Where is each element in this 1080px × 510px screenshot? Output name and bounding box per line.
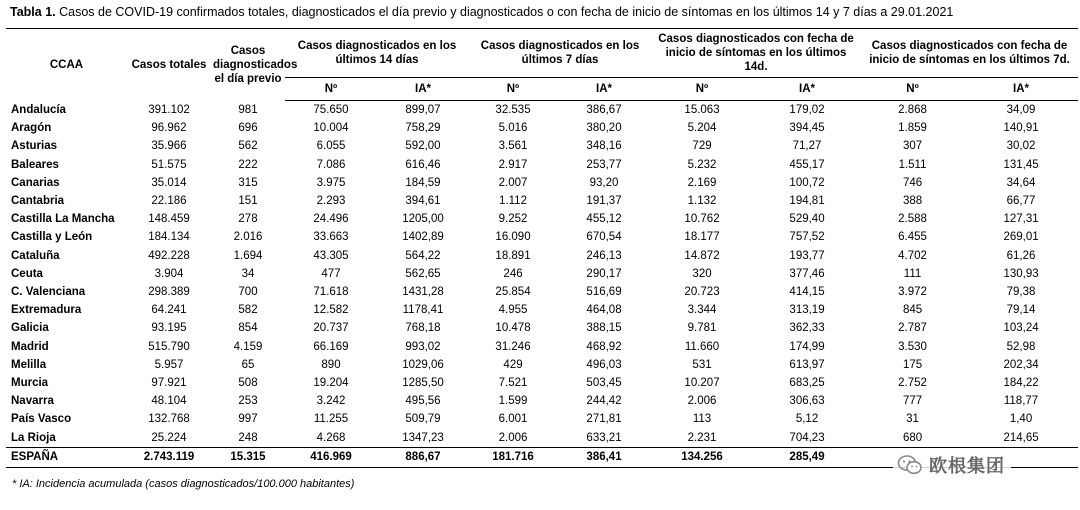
cell-d14n: 24.496 [313,213,349,226]
cell-o7ia: 66,77 [1006,195,1036,208]
cell-d14n: 7.086 [316,158,346,171]
cell-d7n: 32.535 [495,104,531,116]
cell-o7ia: 202,34 [1003,358,1039,371]
cell-o7n: 2.868 [898,104,927,116]
cell-o7n: 175 [902,358,923,371]
subheader-n: Nº [285,78,377,101]
region-name: Castilla y León [11,231,93,244]
region-name: Ceuta [11,267,43,280]
cell-o14ia: 529,40 [789,213,825,226]
region-name: Melilla [11,358,47,371]
region-name: Baleares [11,158,59,171]
cell-d14n: 4.268 [316,431,346,444]
region-name: Madrid [11,340,49,353]
wechat-icon [897,454,923,476]
cell-o14ia: 100,72 [789,176,825,189]
cell-d14ia: 616,46 [405,158,441,171]
cell-o14ia: 377,46 [789,267,825,280]
total-diag7-ia: 386,41 [557,447,651,467]
cell-d7ia: 496,03 [586,358,622,371]
header-diagnosed-14d: Casos diagnosticados en los últimos 14 días [285,29,469,78]
cell-o7n: 2.787 [898,322,927,335]
cell-d14ia: 1178,41 [402,304,444,317]
cell-d14ia: 1347,23 [402,431,444,444]
cell-d7ia: 516,69 [586,286,622,299]
cell-prev: 1.694 [233,249,263,262]
cell-prev: 65 [241,358,255,371]
cell-total: 93.195 [151,322,187,335]
cell-o7n: 1.859 [898,122,927,135]
cell-d7n: 5.016 [498,122,528,135]
cell-d7ia: 388,15 [586,322,622,335]
cell-d14n: 3.242 [316,395,346,408]
header-diagnosed-7d: Casos diagnosticados en los últimos 7 días [469,29,651,78]
cell-d14ia: 184,59 [405,176,441,189]
cell-d7n: 16.090 [495,231,531,244]
cell-d14ia: 758,29 [405,122,441,135]
cell-d7n: 18.891 [495,249,531,262]
cell-o14ia: 306,63 [789,395,825,408]
total-previous-day: 15.315 [211,447,285,467]
subheader-ia: IA* [964,78,1078,101]
cell-prev: 854 [238,322,258,335]
cell-d7n: 25.854 [495,286,531,299]
cell-o14n: 14.872 [684,249,720,262]
subheader-ia: IA* [753,78,861,101]
cell-total: 35.014 [151,176,187,189]
cell-o7ia: 1,40 [1009,413,1033,426]
cell-prev: 981 [238,103,258,116]
cell-d14ia: 1431,28 [402,286,444,299]
region-name: Galicia [11,322,49,335]
cell-prev: 248 [238,431,258,444]
cell-prev: 222 [238,158,258,171]
table-row [6,338,1078,356]
cell-total: 515.790 [148,340,190,353]
cell-d14n: 43.305 [313,249,349,262]
cell-d7ia: 290,17 [586,267,622,280]
cell-o7n: 3.530 [898,340,927,353]
cell-d7n: 4.955 [498,304,528,317]
cell-d7ia: 380,20 [586,122,622,135]
table-row [6,101,1078,120]
cell-d7n: 7.521 [498,377,528,390]
cell-o7ia: 184,22 [1003,377,1039,390]
cell-o14n: 3.344 [687,304,717,317]
table-row [6,228,1078,246]
cell-d7ia: 670,54 [586,231,622,244]
cell-total: 97.921 [151,377,187,390]
cell-d14n: 2.293 [316,195,346,208]
cell-d14n: 75.650 [313,104,349,116]
cell-o7n: 111 [903,267,922,280]
cell-o14ia: 704,23 [789,431,825,444]
cell-o14ia: 179,02 [789,104,825,116]
table-row [6,192,1078,210]
region-name: Asturias [11,140,58,153]
cell-o7ia: 79,14 [1006,304,1036,317]
cell-o14n: 10.762 [684,213,720,226]
region-name: Cataluña [11,249,60,262]
header-previous-day: Casos diagnosticados el día previo [211,29,285,101]
cell-total: 51.575 [151,158,187,171]
cell-o7ia: 30,02 [1006,140,1036,153]
total-name: ESPAÑA [6,447,127,467]
cell-d14ia: 899,07 [405,104,441,116]
cell-d7ia: 503,45 [586,377,622,390]
cell-d14n: 10.004 [313,122,349,135]
cell-d14n: 477 [321,267,341,280]
cell-total: 25.224 [151,431,187,444]
header-total-cases: Casos totales [127,29,211,101]
table-body [6,101,1078,448]
cell-o7n: 6.455 [898,231,927,244]
cell-o14ia: 71,27 [792,140,822,153]
region-name: Cantabria [11,195,65,208]
cell-total: 492.228 [148,249,190,262]
cell-o14ia: 194,81 [789,195,825,208]
cell-d7ia: 93,20 [589,176,619,189]
cell-o14n: 10.207 [684,377,720,390]
header-onset-14d: Casos diagnosticados con fecha de inicio de síntomas en los últimos 14d. [651,29,861,78]
cell-o7n: 307 [902,140,923,153]
cell-total: 96.962 [151,122,187,135]
cell-d7ia: 253,77 [586,158,622,171]
cell-d7n: 9.252 [498,213,528,226]
cell-o7n: 845 [902,304,923,317]
cell-o7n: 4.702 [898,249,927,262]
cell-d14n: 20.737 [313,322,349,335]
cell-o14ia: 5,12 [795,413,819,426]
region-name: Extremadura [11,304,82,317]
cell-d14n: 12.582 [313,304,349,317]
cell-prev: 34 [241,267,255,280]
cell-o7ia: 61,26 [1006,249,1036,262]
caption-text: Casos de COVID-19 confirmados totales, diagnosticados el día previo y diagnosticados o con fecha de inicio de síntomas en los últimos 14 y 7 días a 29.01.2021 [55,5,954,19]
cell-prev: 2.016 [233,231,263,244]
caption-label: Tabla 1. [10,5,56,19]
region-name: Aragón [11,122,52,135]
cell-d7ia: 386,67 [586,104,622,116]
cell-total: 391.102 [148,103,190,116]
cell-o14n: 9.781 [687,322,717,335]
cell-total: 148.459 [148,213,190,226]
header-onset-7d: Casos diagnosticados con fecha de inicio de síntomas en los últimos 7d. [861,29,1078,78]
cell-d7n: 2.917 [498,158,528,171]
cell-prev: 997 [238,413,258,426]
cell-o7ia: 34,09 [1006,104,1036,116]
region-name: Canarias [11,176,60,189]
cell-d7ia: 271,81 [586,413,622,426]
cell-o14n: 531 [692,358,712,371]
watermark-text: 欧根集团 [929,456,1005,476]
cell-o7n: 746 [902,176,923,189]
region-name: La Rioja [11,431,56,444]
cell-o7n: 680 [902,431,923,444]
total-diag7-n: 181.716 [469,447,557,467]
cell-o14ia: 394,45 [789,122,825,135]
footnote: * IA: Incidencia acumulada (casos diagnosticados/100.000 habitantes) [12,478,355,490]
cell-o14n: 2.231 [687,431,717,444]
table-row [6,265,1078,283]
cell-o14n: 2.169 [687,176,717,189]
total-onset14-n: 134.256 [651,447,753,467]
cell-d7n: 31.246 [495,340,531,353]
cell-d7n: 6.001 [498,413,528,426]
cell-o14n: 5.232 [687,158,717,171]
cell-d14n: 890 [321,358,341,371]
total-onset14-ia: 285,49 [753,447,861,467]
cell-prev: 278 [238,213,258,226]
cell-d7ia: 244,42 [586,395,622,408]
cell-o14n: 2.006 [687,395,717,408]
cell-d7ia: 246,13 [586,249,622,262]
table-row [6,174,1078,192]
cell-d14ia: 768,18 [405,322,441,335]
cell-prev: 508 [238,377,258,390]
cell-d14ia: 993,02 [405,340,441,353]
cell-o7ia: 130,93 [1003,267,1039,280]
cell-o7ia: 79,38 [1006,286,1036,299]
cell-d7ia: 348,16 [586,140,622,153]
cell-d7ia: 455,12 [586,213,622,226]
region-name: País Vasco [11,413,72,426]
cell-o14ia: 683,25 [789,377,825,390]
cell-o14ia: 174,99 [789,340,825,353]
cell-d7n: 246 [503,267,523,280]
cell-o14n: 1.132 [687,195,717,208]
cell-o14ia: 414,15 [789,286,825,299]
cell-total: 3.904 [154,267,184,280]
cell-o14n: 11.660 [684,340,720,353]
cell-o7n: 1.511 [898,158,927,171]
cell-total: 184.134 [148,231,190,244]
cell-d14n: 3.975 [316,176,346,189]
cell-o14n: 20.723 [684,286,720,299]
region-name: Murcia [11,377,49,390]
cell-o14ia: 455,17 [789,158,825,171]
table-row [6,301,1078,319]
cell-d14n: 66.169 [313,340,349,353]
cell-o14n: 729 [692,140,712,153]
cell-d7ia: 191,37 [586,195,622,208]
table-row [6,119,1078,137]
header-row-groups [6,29,1078,78]
cell-d7n: 3.561 [498,140,528,153]
cell-total: 298.389 [148,286,190,299]
subheader-ia: IA* [377,78,469,101]
cell-total: 64.241 [151,304,187,317]
cell-o14n: 15.063 [684,104,720,116]
cell-o7n: 3.972 [898,286,927,299]
cell-d7ia: 633,21 [586,431,622,444]
cell-prev: 253 [238,395,258,408]
cell-o7ia: 34,64 [1006,176,1036,189]
cell-d7n: 2.007 [498,176,528,189]
table-row [6,410,1078,428]
table-row [6,429,1078,448]
cell-o14ia: 193,77 [789,249,825,262]
total-diag14-n: 416.969 [285,447,377,467]
cell-d14ia: 1205,00 [402,213,444,226]
cell-total: 132.768 [148,413,190,426]
cell-d7n: 1.112 [499,195,527,208]
cell-o14ia: 757,52 [789,231,825,244]
cell-prev: 700 [238,286,258,299]
cell-o14ia: 613,97 [789,358,825,371]
cell-d7n: 429 [503,358,523,371]
table-row [6,374,1078,392]
cell-o7ia: 52,98 [1006,340,1036,353]
cell-o14ia: 313,19 [789,304,825,317]
cell-o7n: 777 [902,395,923,408]
cell-o7n: 2.752 [898,377,927,390]
cell-d7ia: 464,08 [586,304,622,317]
watermark [893,452,1011,478]
cell-d14ia: 592,00 [405,140,441,153]
table-caption [10,5,953,19]
cell-o14ia: 362,33 [789,322,825,335]
cell-total: 22.186 [151,195,187,208]
cell-o7n: 31 [906,413,919,426]
subheader-n: Nº [651,78,753,101]
table-row [6,210,1078,228]
cell-d14ia: 564,22 [405,249,441,262]
total-cases: 2.743.119 [127,447,211,467]
header-ccaa: CCAA [6,29,127,101]
cell-prev: 582 [238,304,258,317]
region-name: Andalucía [11,103,66,116]
subheader-n: Nº [469,78,557,101]
cell-o14n: 18.177 [684,231,720,244]
cell-d14ia: 1029,06 [402,358,444,371]
cell-d14n: 6.055 [316,140,346,153]
cell-total: 35.966 [151,140,187,153]
cell-total: 48.104 [151,395,187,408]
covid-cases-table [6,28,1078,468]
cell-d7n: 10.478 [495,322,531,335]
cell-prev: 151 [238,195,258,208]
table-row [6,247,1078,265]
cell-d14ia: 1285,50 [402,377,444,390]
table-row [6,319,1078,337]
region-name: Castilla La Mancha [11,213,115,226]
cell-d14n: 11.255 [313,413,349,426]
cell-d7n: 2.006 [498,431,528,444]
cell-o7ia: 103,24 [1003,322,1039,335]
cell-o7ia: 131,45 [1003,158,1039,171]
cell-d14ia: 1402,89 [402,231,444,244]
cell-o7ia: 127,31 [1003,213,1039,226]
cell-total: 5.957 [154,358,184,371]
subheader-n: Nº [861,78,964,101]
cell-o7ia: 269,01 [1003,231,1039,244]
cell-prev: 315 [238,176,258,189]
cell-o14n: 320 [692,267,712,280]
cell-d14n: 33.663 [313,231,349,244]
cell-d14ia: 509,79 [405,413,441,426]
table-row [6,392,1078,410]
cell-o7n: 388 [902,195,923,208]
cell-prev: 4.159 [233,340,263,353]
cell-o14n: 5.204 [687,122,717,135]
cell-d14ia: 562,65 [405,267,441,280]
cell-d14n: 19.204 [313,377,349,390]
subheader-ia: IA* [557,78,651,101]
region-name: Navarra [11,395,54,408]
region-name: C. Valenciana [11,286,86,299]
cell-o7ia: 118,77 [1003,395,1039,408]
cell-prev: 562 [238,140,258,153]
cell-o7ia: 214,65 [1003,431,1039,444]
total-diag14-ia: 886,67 [377,447,469,467]
cell-d14ia: 394,61 [405,195,441,208]
table-row [6,283,1078,301]
cell-d14ia: 495,56 [405,395,441,408]
cell-o14n: 113 [692,413,712,426]
table-row [6,156,1078,174]
cell-d14n: 71.618 [313,286,349,299]
table-row [6,137,1078,155]
cell-o7n: 2.588 [898,213,927,226]
cell-o7ia: 140,91 [1003,122,1039,135]
cell-prev: 696 [238,122,258,135]
table-row [6,356,1078,374]
cell-d7ia: 468,92 [586,340,622,353]
cell-d7n: 1.599 [498,395,528,408]
